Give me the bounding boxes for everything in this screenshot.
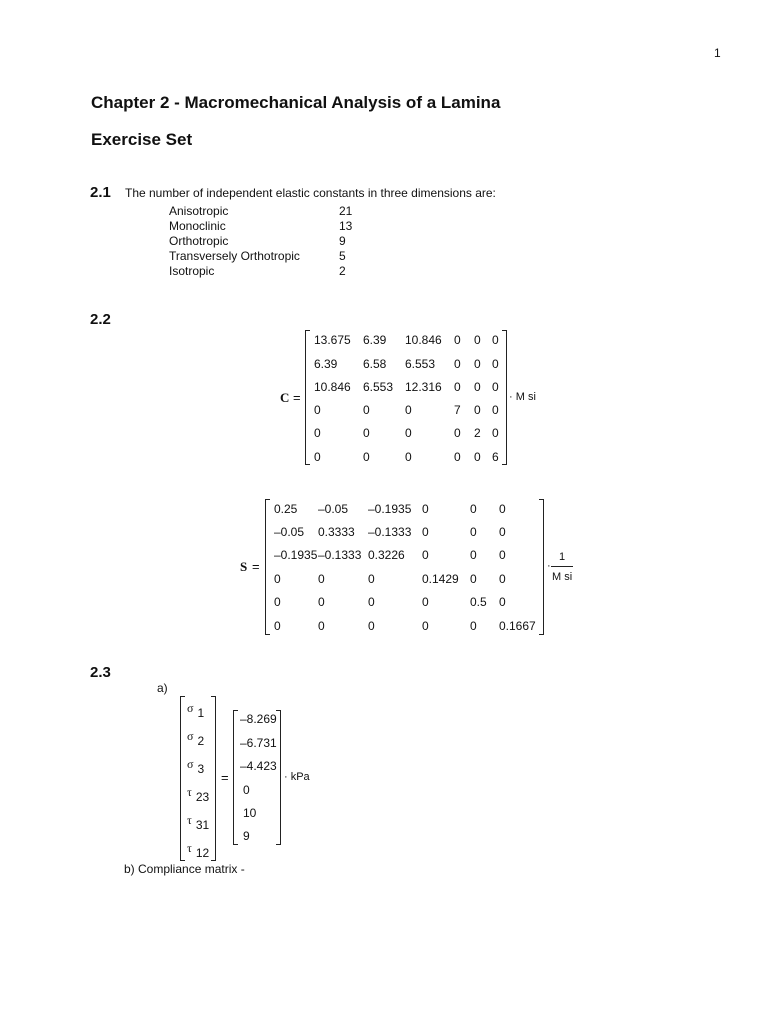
right-bracket [211,696,216,861]
matrix-cell: 0 [363,450,370,464]
matrix-cell: –0.05 [274,525,305,539]
matrix-cell: 0 [492,357,499,371]
matrix-cell: 7 [454,403,461,417]
list-item [169,234,346,249]
stress-index: 1 [197,706,205,720]
matrix-cell: 0 [405,426,412,440]
matrix-cell: 0.25 [274,502,298,516]
matrix-cell: 0 [274,572,281,586]
section-2-2-label: 2.2 [90,311,111,328]
matrix-cell: 0 [422,525,429,539]
matrix-cell: 0 [454,426,461,440]
matrix-cell: 0 [314,450,321,464]
matrix-cell: 0.1667 [499,619,536,633]
material-name: Monoclinic [169,219,226,233]
stress-component [187,701,205,720]
section-2-1-label: 2.1 [90,184,111,201]
constant-count: 5 [339,249,346,263]
part-b-label: b) Compliance matrix - [124,862,245,876]
left-bracket [180,696,185,861]
matrix-cell: –0.1333 [368,525,412,539]
matrix-cell: 0 [318,595,325,609]
left-bracket [265,499,270,635]
matrix-cell: 0 [499,525,506,539]
matrix-cell: 0 [363,426,370,440]
stress-value: –4.423 [240,759,277,773]
material-name: Anisotropic [169,204,229,218]
left-bracket [305,330,310,465]
stress-value: 9 [243,829,250,843]
constant-count: 2 [339,264,346,278]
elastic-constants-list [169,204,353,279]
matrix-cell: 0 [405,403,412,417]
stress-component [187,841,210,860]
stress-index: 3 [197,762,205,776]
stress-symbol: τ [187,841,192,855]
stress-symbol: σ [187,757,194,771]
matrix-cell: 0 [470,525,477,539]
matrix-cell: 0 [492,403,499,417]
matrix-cell: 0 [274,595,281,609]
matrix-cell: 6.58 [363,357,387,371]
matrix-cell: 6.39 [314,357,338,371]
matrix-cell: 0 [474,357,481,371]
fraction-bar [551,566,573,567]
matrix-cell: 12.316 [405,380,442,394]
section-2-3-label: 2.3 [90,664,111,681]
matrix-cell: 0 [474,450,481,464]
matrix-cell: 0 [492,380,499,394]
stress-index: 23 [195,790,210,804]
matrix-cell: 6.553 [405,357,436,371]
matrix-cell: 0 [474,333,481,347]
matrix-cell: –0.1935 [274,548,318,562]
matrix-c-unit: · M si [509,391,536,403]
matrix-cell: 6.39 [363,333,387,347]
matrix-s-symbol: S [240,559,248,574]
matrix-cell: 0 [454,450,461,464]
stress-component [187,785,210,804]
left-bracket [233,710,238,845]
matrix-cell: 0 [454,333,461,347]
equals-sign: = [293,390,301,405]
matrix-cell: 10.846 [405,333,442,347]
matrix-s-unit-numerator: 1 [559,551,566,563]
matrix-s-unit-dot: · [547,560,551,572]
list-item [169,204,353,219]
matrix-cell: 0 [274,619,281,633]
matrix-cell: 6 [492,450,499,464]
matrix-cell: 13.675 [314,333,351,347]
matrix-cell: 0 [470,548,477,562]
matrix-cell: 0 [363,403,370,417]
matrix-cell: 0 [470,502,477,516]
matrix-cell: 10.846 [314,380,351,394]
part-a-label: a) [157,681,168,695]
matrix-cell: 0 [422,502,429,516]
matrix-cell: 0 [454,380,461,394]
section-2-1-intro: The number of independent elastic constants in three dimensions are: [125,186,496,200]
matrix-cell: 0.3333 [318,525,355,539]
matrix-cell: 0 [474,403,481,417]
stress-component [187,757,205,776]
page-number: 1 [714,46,721,60]
list-item [169,249,346,264]
matrix-cell: 0 [474,380,481,394]
stress-value: 0 [243,783,250,797]
matrix-cell: 0 [492,426,499,440]
matrix-cell: 0 [368,595,375,609]
equals-sign: = [252,559,260,574]
matrix-cell: 0 [422,595,429,609]
stress-value: –8.269 [240,712,277,726]
matrix-cell: 0 [314,403,321,417]
material-name: Transversely Orthotropic [169,249,300,263]
matrix-cell: 0 [470,572,477,586]
constant-count: 9 [339,234,346,248]
stress-symbol: τ [187,813,192,827]
matrix-cell: 6.553 [363,380,394,394]
chapter-title: Chapter 2 - Macromechanical Analysis of a Lamina [91,93,501,112]
matrix-cell: –0.05 [318,502,349,516]
matrix-cell: 0 [454,357,461,371]
stress-index: 31 [195,818,210,832]
matrix-cell: 0.3226 [368,548,405,562]
matrix-cell: 0 [318,619,325,633]
stress-symbol: τ [187,785,192,799]
right-bracket [539,499,544,635]
matrix-s-unit-denominator: M si [552,571,573,583]
matrix-cell: –0.1935 [368,502,412,516]
list-item [169,264,346,279]
right-bracket [502,330,507,465]
matrix-cell: 0 [470,619,477,633]
stress-component [187,813,210,832]
matrix-cell: 0 [314,426,321,440]
matrix-cell: 0.1429 [422,572,459,586]
matrix-c-symbol: C [280,390,290,405]
matrix-cell: 0 [368,619,375,633]
matrix-cell: 0 [499,572,506,586]
material-name: Orthotropic [169,234,229,248]
matrix-cell: 0 [499,595,506,609]
exercise-title: Exercise Set [91,130,193,149]
stress-index: 12 [195,846,210,860]
stress-symbol: σ [187,701,194,715]
right-bracket [276,710,281,845]
matrix-cell: 0 [499,502,506,516]
stress-component [187,729,205,748]
matrix-cell: 0 [368,572,375,586]
stress-unit: · kPa [284,771,310,783]
stress-index: 2 [197,734,205,748]
stress-symbol: σ [187,729,194,743]
matrix-cell: 0 [499,548,506,562]
list-item [169,219,353,234]
matrix-cell: 0 [492,333,499,347]
stress-value: 10 [243,806,257,820]
matrix-cell: 0.5 [470,595,487,609]
matrix-cell: 0 [318,572,325,586]
matrix-cell: 2 [474,426,481,440]
material-name: Isotropic [169,264,215,278]
matrix-cell: 0 [422,619,429,633]
equals-sign: = [221,770,229,785]
stress-value: –6.731 [240,736,277,750]
matrix-cell: 0 [422,548,429,562]
matrix-cell: 0 [405,450,412,464]
matrix-cell: –0.1333 [318,548,362,562]
constant-count: 21 [339,204,353,218]
constant-count: 13 [339,219,353,233]
